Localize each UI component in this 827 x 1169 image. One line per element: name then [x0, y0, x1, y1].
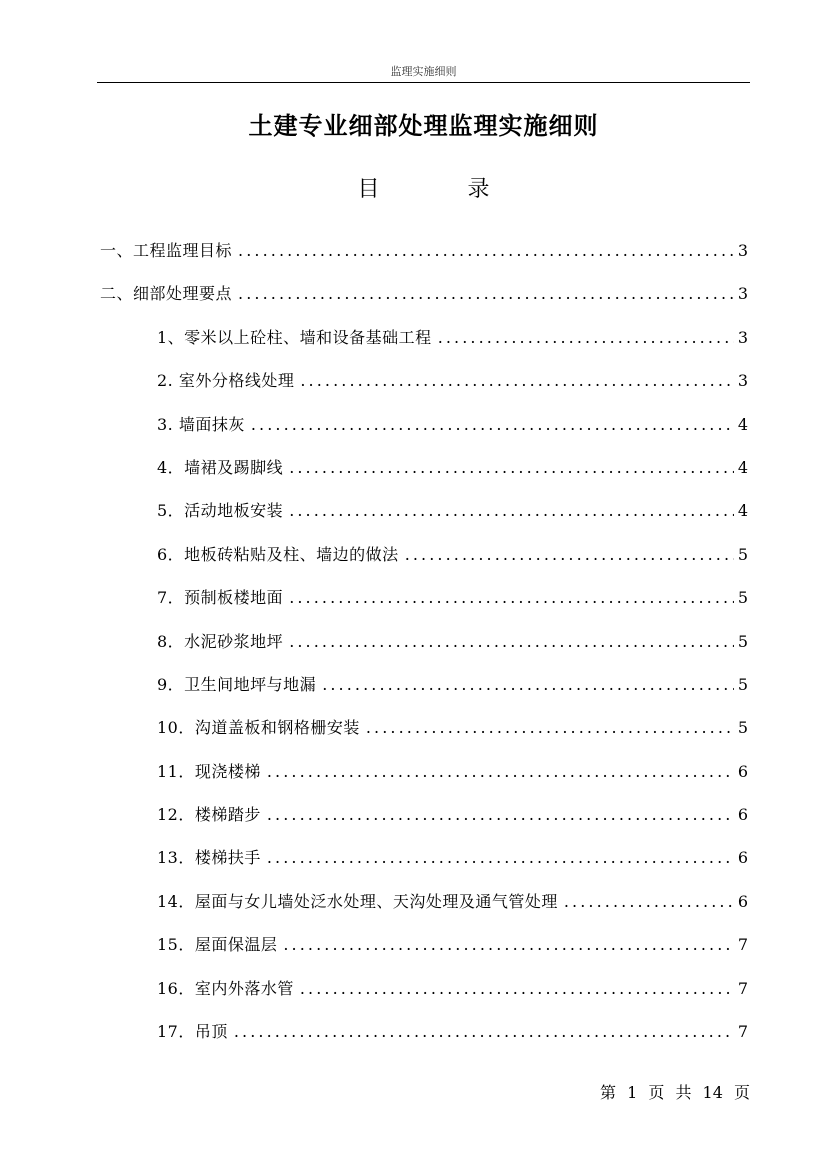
toc-entry-label: 7．预制板楼地面	[157, 588, 284, 608]
toc-heading-left: 目	[357, 177, 380, 202]
toc-entry-page-number: 4	[737, 501, 748, 521]
toc-entry[interactable]	[100, 540, 748, 583]
toc-entry-page-number: 6	[737, 805, 748, 825]
toc-entry[interactable]	[100, 1017, 748, 1060]
toc-entry-page-number: 3	[737, 371, 748, 391]
table-of-contents	[100, 236, 748, 1060]
toc-dot-leader	[238, 279, 734, 309]
toc-entry-label: 15．屋面保温层	[157, 935, 278, 955]
toc-dot-leader	[564, 887, 734, 917]
toc-entry[interactable]	[100, 800, 748, 843]
toc-entry[interactable]	[100, 930, 748, 973]
toc-entry[interactable]	[100, 410, 748, 453]
header-text: 监理实施细则	[390, 65, 457, 78]
toc-entry-label: 2. 室外分格线处理	[157, 371, 295, 391]
toc-entry-label: 10．沟道盖板和钢格栅安装	[157, 718, 360, 738]
toc-entry[interactable]	[100, 236, 748, 279]
toc-entry-label: 11．现浇楼梯	[157, 761, 261, 781]
toc-dot-leader	[267, 757, 734, 787]
toc-entry[interactable]	[100, 627, 748, 670]
toc-entry-page-number: 7	[737, 978, 748, 998]
toc-entry[interactable]	[100, 496, 748, 539]
toc-dot-leader	[300, 366, 733, 396]
toc-entry-page-number: 4	[737, 457, 748, 477]
toc-entry-label: 1、零米以上砼柱、墙和设备基础工程	[157, 327, 432, 347]
toc-dot-leader	[289, 583, 734, 613]
page-header	[97, 60, 750, 83]
toc-entry-label: 8．水泥砂浆地坪	[157, 631, 284, 651]
toc-entry[interactable]	[100, 366, 748, 409]
toc-dot-leader	[366, 713, 734, 743]
toc-dot-leader	[251, 410, 734, 440]
toc-entry-label: 9．卫生间地坪与地漏	[157, 674, 317, 694]
toc-entry[interactable]	[100, 453, 748, 496]
toc-entry[interactable]	[100, 670, 748, 713]
toc-entry-label: 6．地板砖粘贴及柱、墙边的做法	[157, 544, 399, 564]
toc-entry-page-number: 5	[737, 674, 748, 694]
toc-entry-page-number: 3	[737, 284, 748, 304]
toc-entry[interactable]	[100, 887, 748, 930]
toc-entry-page-number: 7	[737, 1022, 748, 1042]
toc-dot-leader	[267, 843, 734, 873]
toc-entry[interactable]	[100, 713, 748, 756]
toc-entry-label: 3. 墙面抹灰	[157, 414, 245, 434]
toc-dot-leader	[267, 800, 734, 830]
toc-dot-leader	[300, 974, 734, 1004]
toc-dot-leader	[289, 496, 734, 526]
toc-dot-leader	[405, 540, 734, 570]
toc-entry-label: 14．屋面与女儿墙处泛水处理、天沟处理及通气管处理	[157, 891, 558, 911]
page-footer: 第 1 页 共 14 页	[600, 1083, 750, 1102]
toc-entry-page-number: 3	[737, 327, 748, 347]
toc-entry[interactable]	[100, 974, 748, 1017]
toc-entry-page-number: 5	[737, 588, 748, 608]
toc-heading-right: 录	[467, 177, 490, 202]
toc-dot-leader	[322, 670, 734, 700]
toc-entry-page-number: 6	[737, 891, 748, 911]
toc-dot-leader	[289, 453, 734, 483]
toc-entry-page-number: 6	[737, 761, 748, 781]
toc-entry[interactable]	[100, 757, 748, 800]
toc-entry-label: 13．楼梯扶手	[157, 848, 261, 868]
toc-entry-page-number: 4	[737, 414, 748, 434]
toc-entry-label: 5．活动地板安装	[157, 501, 284, 521]
toc-dot-leader	[438, 323, 734, 353]
toc-entry-page-number: 5	[737, 718, 748, 738]
toc-entry-label: 一、工程监理目标	[100, 241, 233, 260]
toc-entry-label: 12．楼梯踏步	[157, 805, 261, 825]
toc-entry-page-number: 5	[737, 631, 748, 651]
toc-entry[interactable]	[100, 323, 748, 366]
toc-entry-label: 4．墙裙及踢脚线	[157, 457, 284, 477]
toc-entry-label: 16．室内外落水管	[157, 978, 294, 998]
document-title: 土建专业细部处理监理实施细则	[248, 112, 599, 140]
toc-entry-label: 17．吊顶	[157, 1022, 228, 1042]
toc-entry[interactable]	[100, 279, 748, 322]
toc-entry[interactable]	[100, 843, 748, 886]
toc-dot-leader	[283, 930, 733, 960]
toc-heading	[97, 172, 750, 203]
toc-dot-leader	[289, 627, 734, 657]
toc-entry-page-number: 7	[737, 935, 748, 955]
toc-dot-leader	[238, 236, 734, 266]
toc-dot-leader	[234, 1017, 734, 1047]
toc-entry[interactable]	[100, 583, 748, 626]
toc-entry-page-number: 6	[737, 848, 748, 868]
toc-entry-page-number: 5	[737, 544, 748, 564]
toc-entry-page-number: 3	[737, 241, 748, 260]
toc-entry-label: 二、细部处理要点	[100, 284, 233, 304]
